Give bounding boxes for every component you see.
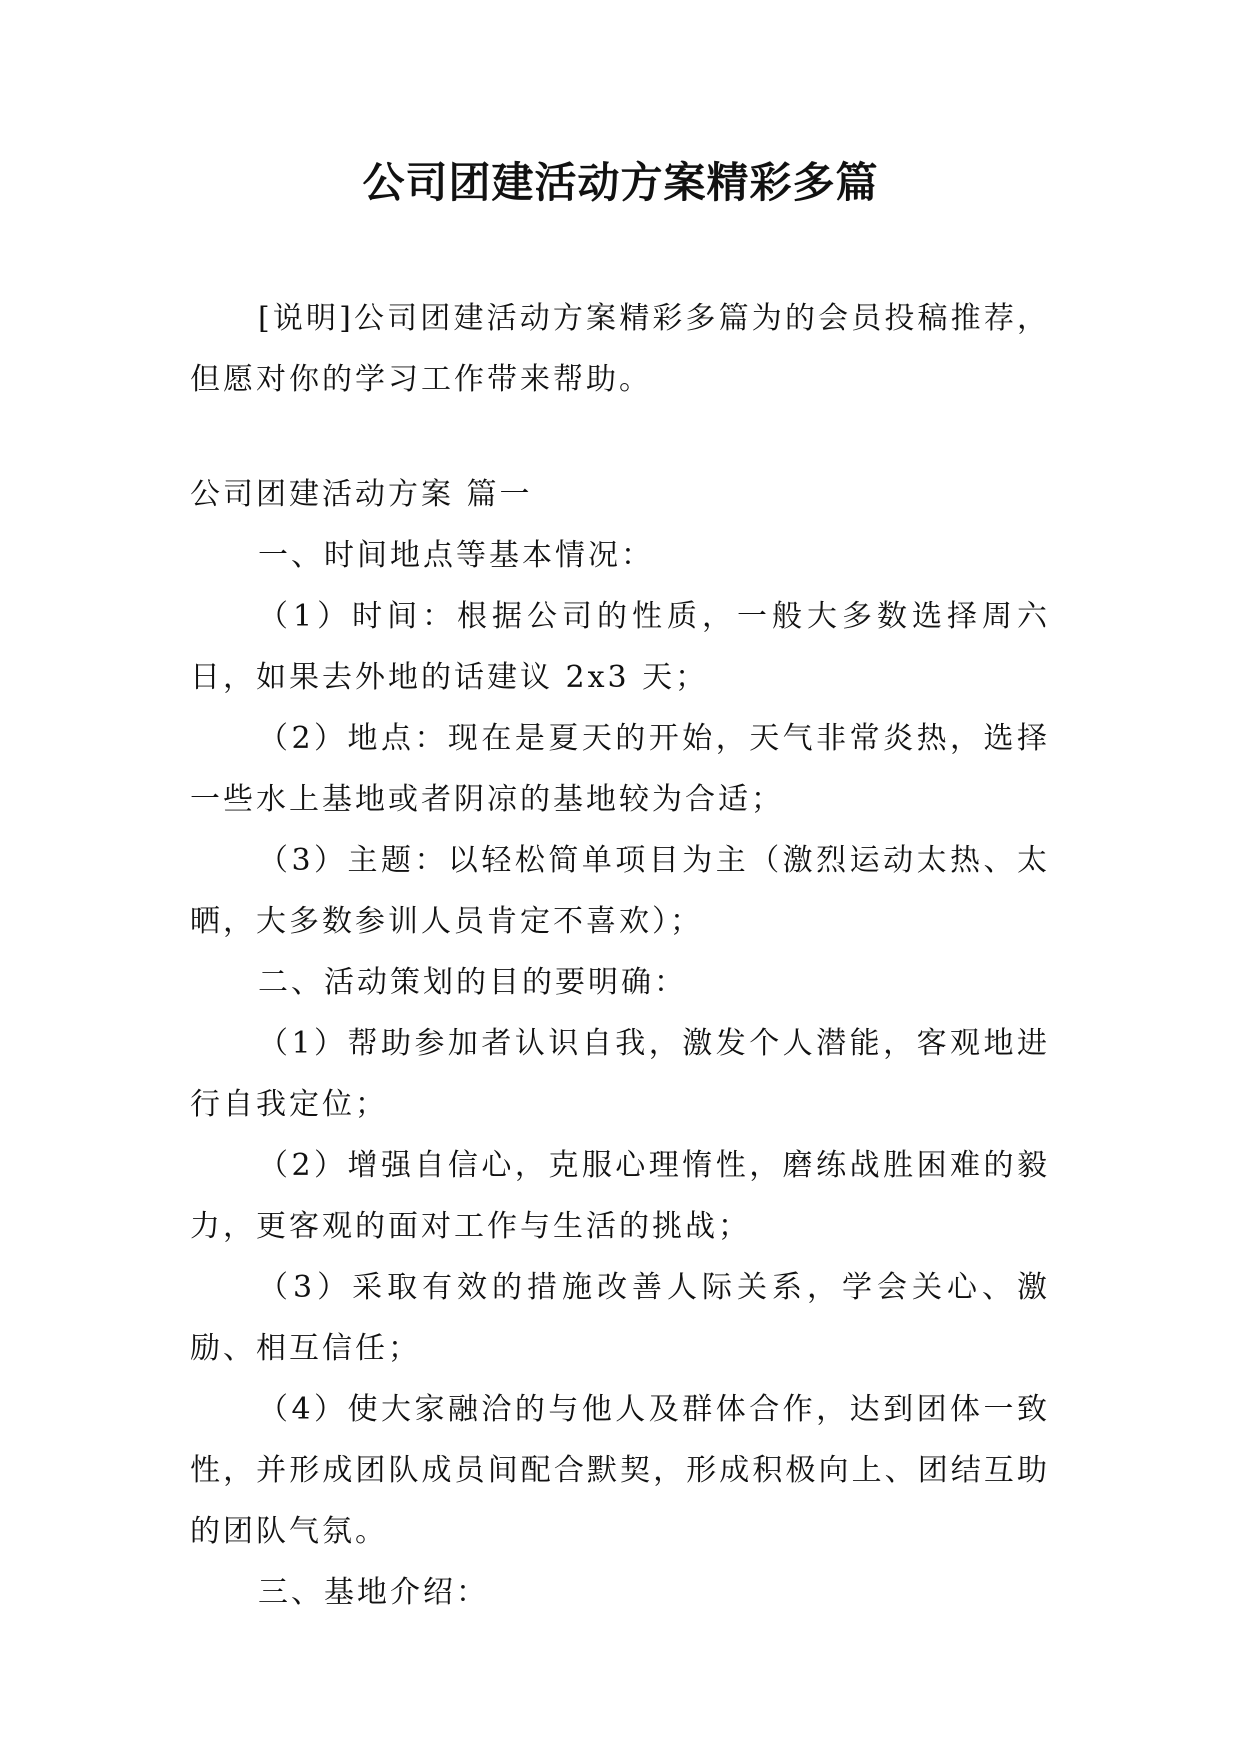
section-heading: 公司团建活动方案 篇一 (190, 477, 533, 512)
spacer (190, 410, 1050, 464)
paragraph: （3）采取有效的措施改善人际关系，学会关心、激励、相互信任； (190, 1270, 1050, 1366)
paragraph: （4）使大家融洽的与他人及群体合作，达到团体一致性，并形成团队成员间配合默契，形成积极向上、团结互助的团队气氛。 (190, 1392, 1050, 1549)
paragraph: （2）地点：现在是夏天的开始，天气非常炎热，选择一些水上基地或者阴凉的基地较为合适； (190, 721, 1050, 817)
intro-note: [说明]公司团建活动方案精彩多篇为的会员投稿推荐，但愿对你的学习工作带来帮助。 (190, 301, 1050, 397)
paragraph: （1）时间：根据公司的性质，一般大多数选择周六日，如果去外地的话建议 2x3 天； (190, 599, 1050, 695)
paragraph: 二、活动策划的目的要明确： (258, 965, 687, 1000)
paragraph: 一、时间地点等基本情况： (258, 538, 654, 573)
paragraph: 三、基地介绍： (258, 1575, 489, 1610)
document-body (190, 288, 1050, 1623)
paragraph: （1）帮助参加者认识自我，激发个人潜能，客观地进行自我定位； (190, 1026, 1050, 1122)
document-title: 公司团建活动方案精彩多篇 (362, 158, 879, 207)
paragraph: （3）主题：以轻松简单项目为主（激烈运动太热、太晒，大多数参训人员肯定不喜欢）； (190, 843, 1050, 939)
paragraph: （2）增强自信心，克服心理惰性，磨练战胜困难的毅力，更客观的面对工作与生活的挑战； (190, 1148, 1050, 1244)
